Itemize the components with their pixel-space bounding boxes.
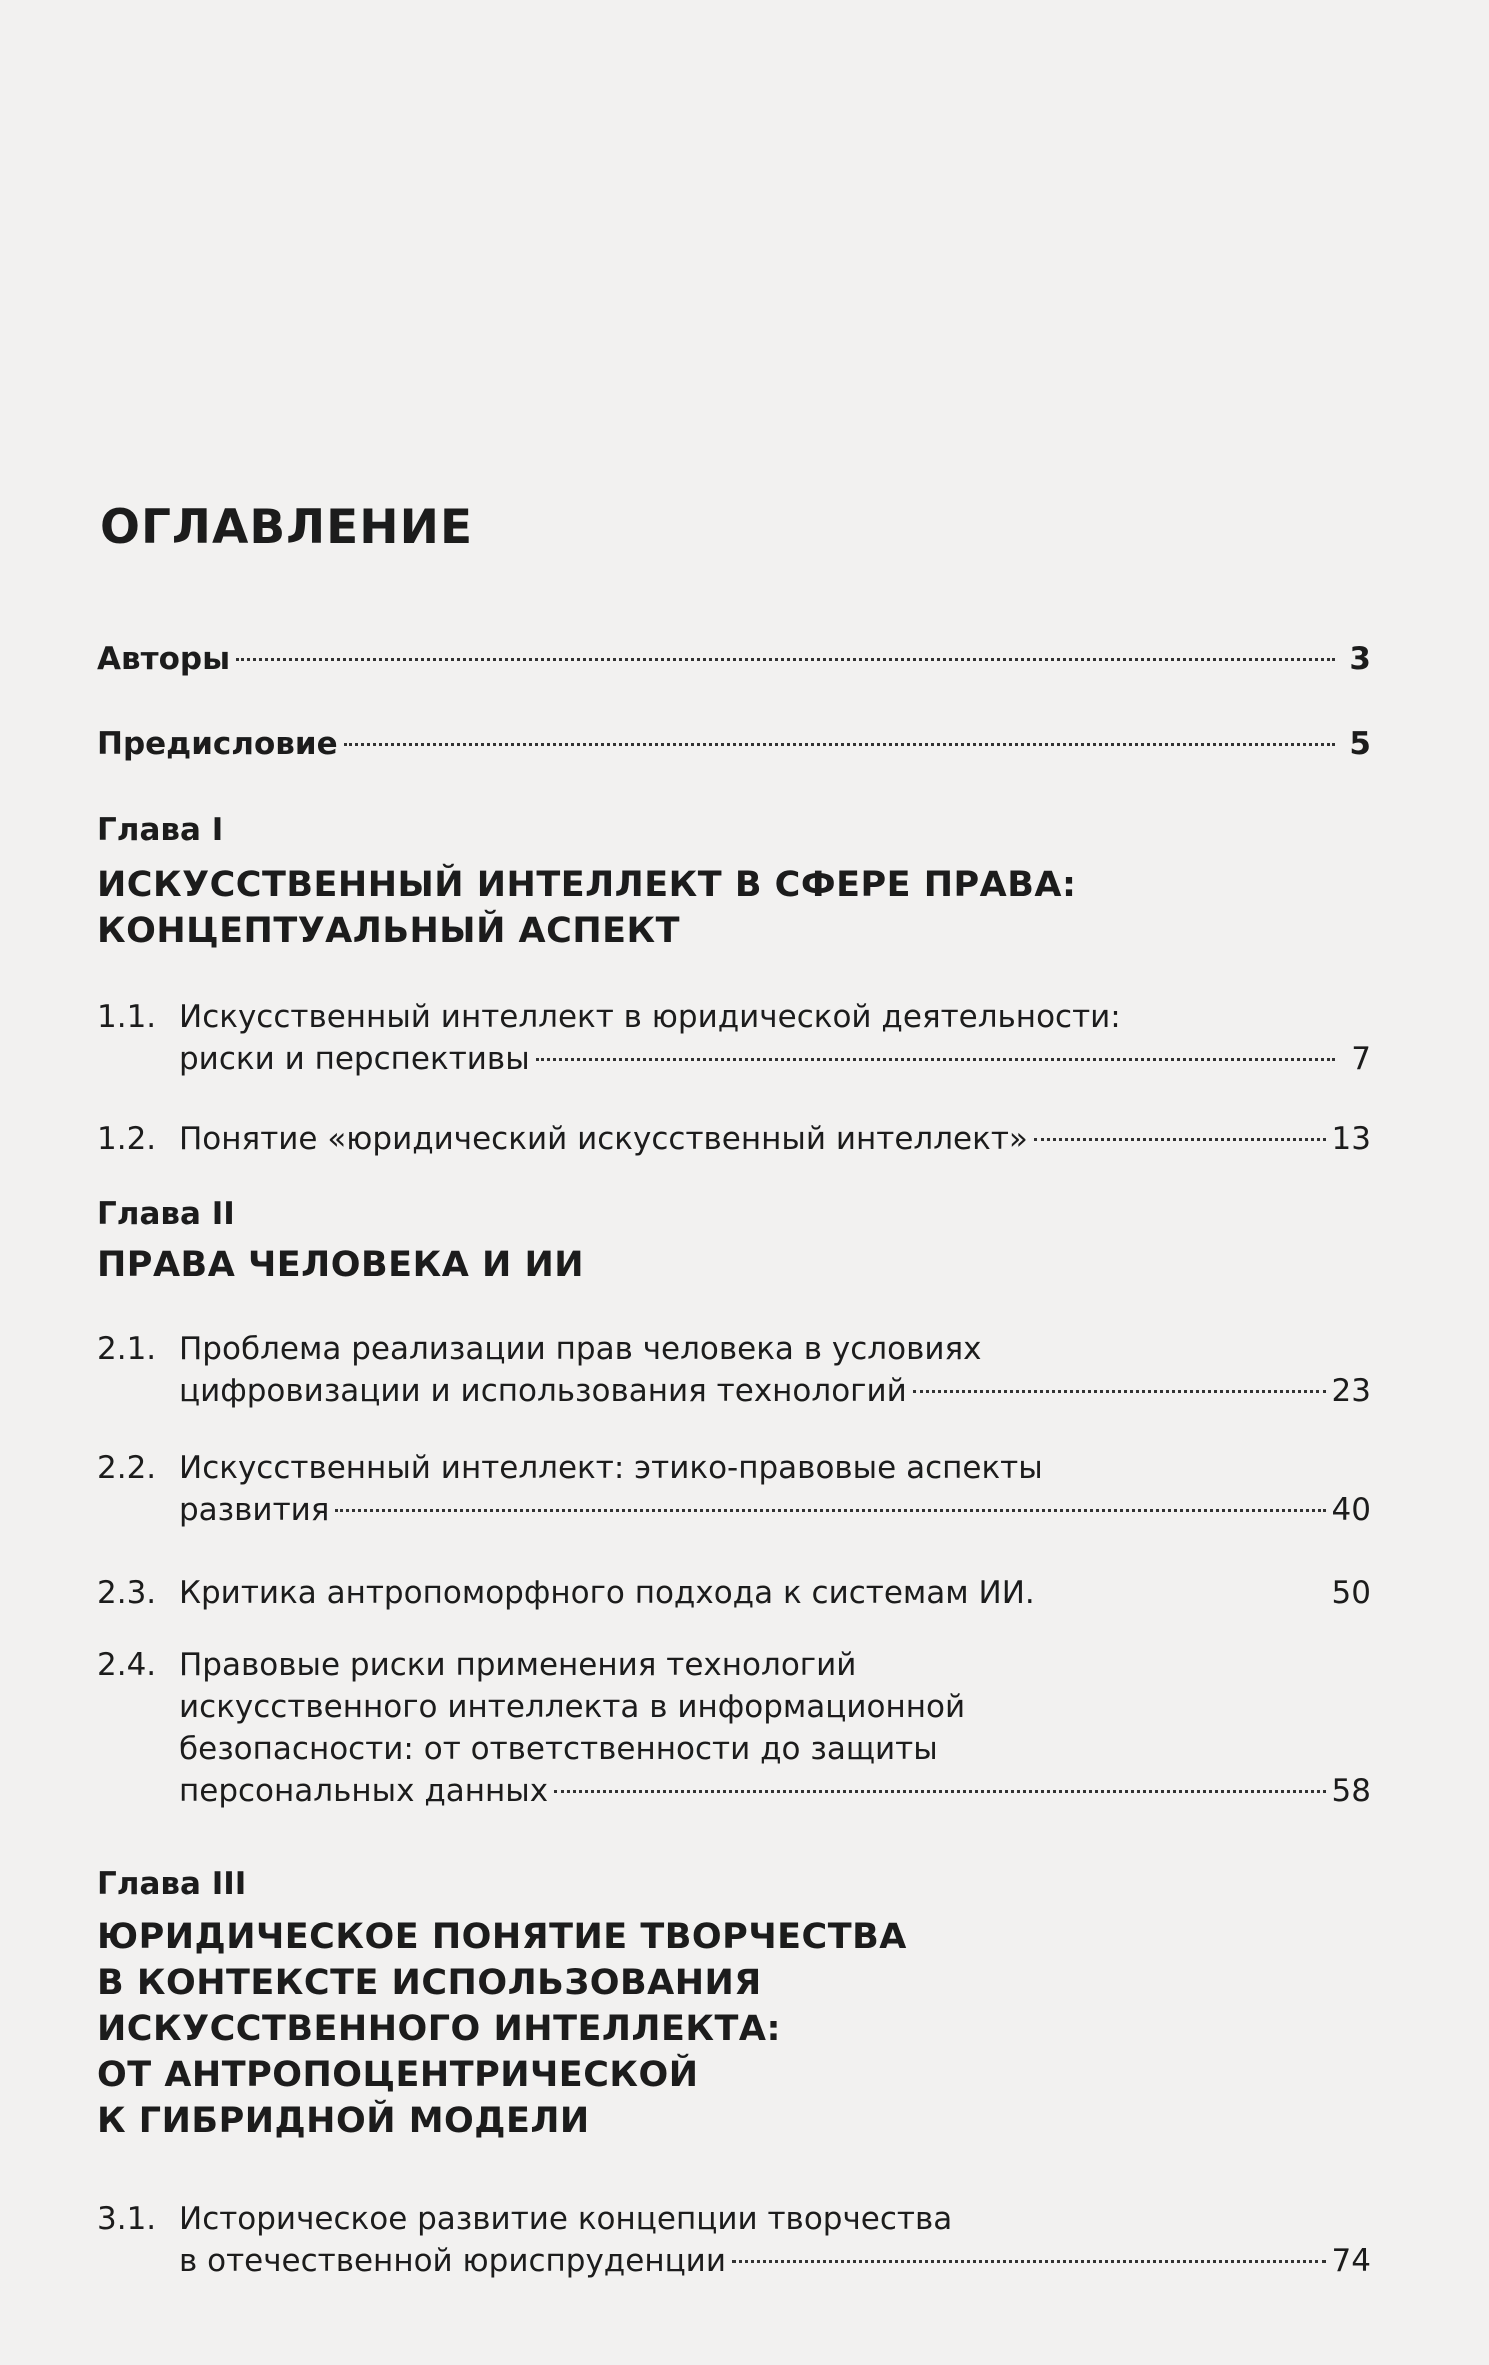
chapter-title-line: ПРАВА ЧЕЛОВЕКА И ИИ bbox=[97, 1245, 585, 1285]
page-number: 58 bbox=[1331, 1773, 1371, 1809]
page-number: 3 bbox=[1349, 641, 1371, 677]
chapter-title-line: ЮРИДИЧЕСКОЕ ПОНЯТИЕ ТВОРЧЕСТВА bbox=[97, 1917, 907, 1957]
section-number: 3.1. bbox=[97, 2201, 157, 2237]
section-number: 2.3. bbox=[97, 1575, 157, 1611]
section-title-line: Проблема реализации прав человека в условиях bbox=[179, 1331, 982, 1367]
leader-dots bbox=[1041, 1592, 1326, 1595]
section-title-line: Критика антропоморфного подхода к системам ИИ. bbox=[179, 1575, 1035, 1611]
leader-dots bbox=[554, 1790, 1325, 1793]
page-number: 50 bbox=[1331, 1575, 1371, 1611]
leader-dots bbox=[732, 2260, 1326, 2263]
section-title-line: цифровизации и использования технологий bbox=[179, 1373, 907, 1409]
section-number: 1.1. bbox=[97, 999, 157, 1035]
toc-entry-label: Авторы bbox=[97, 641, 231, 677]
leader-dots bbox=[536, 1058, 1335, 1061]
section-number: 2.1. bbox=[97, 1331, 157, 1367]
toc-entry-authors[interactable] bbox=[97, 636, 1371, 683]
page-number: 23 bbox=[1331, 1373, 1371, 1409]
page-number: 13 bbox=[1331, 1121, 1371, 1157]
page-number: 74 bbox=[1331, 2243, 1371, 2279]
section-number: 2.2. bbox=[97, 1450, 157, 1486]
toc-entry-preface[interactable] bbox=[97, 721, 1371, 768]
page-number: 7 bbox=[1351, 1041, 1371, 1077]
section-title-line: искусственного интеллекта в информационной bbox=[179, 1689, 966, 1725]
chapter-label: Глава II bbox=[97, 1196, 235, 1232]
section-title-line: риски и перспективы bbox=[179, 1041, 530, 1077]
toc-title: ОГЛАВЛЕНИЕ bbox=[100, 500, 474, 555]
chapter-title-line: КОНЦЕПТУАЛЬНЫЙ АСПЕКТ bbox=[97, 911, 681, 951]
toc-section-3-1[interactable] bbox=[97, 2198, 1371, 2282]
leader-dots bbox=[335, 1509, 1325, 1512]
toc-section-1-2[interactable] bbox=[97, 1118, 1371, 1160]
chapter-title-line: ОТ АНТРОПОЦЕНТРИЧЕСКОЙ bbox=[97, 2055, 699, 2095]
leader-dots bbox=[1034, 1138, 1326, 1141]
toc-section-1-1[interactable] bbox=[97, 996, 1371, 1080]
chapter-title-line: К ГИБРИДНОЙ МОДЕЛИ bbox=[97, 2101, 590, 2141]
chapter-label: Глава III bbox=[97, 1866, 247, 1902]
chapter-title[interactable] bbox=[97, 1242, 584, 1288]
chapter-title[interactable] bbox=[97, 1914, 907, 2144]
toc-section-2-2[interactable] bbox=[97, 1447, 1371, 1531]
chapter-title-line: ИСКУССТВЕННЫЙ ИНТЕЛЛЕКТ В СФЕРЕ ПРАВА: bbox=[97, 865, 1077, 905]
chapter-label: Глава I bbox=[97, 812, 224, 848]
leader-dots bbox=[344, 743, 1335, 746]
toc-entry-label: Предисловие bbox=[97, 726, 338, 762]
leader-dots bbox=[236, 658, 1335, 661]
leader-dots bbox=[913, 1390, 1326, 1393]
section-number: 2.4. bbox=[97, 1647, 157, 1683]
chapter-title-line: ИСКУССТВЕННОГО ИНТЕЛЛЕКТА: bbox=[97, 2009, 781, 2049]
toc-section-2-3[interactable] bbox=[97, 1572, 1371, 1614]
section-title-line: развития bbox=[179, 1492, 330, 1528]
toc-section-2-1[interactable] bbox=[97, 1328, 1371, 1412]
chapter-title[interactable] bbox=[97, 862, 1077, 954]
section-title-line: в отечественной юриспруденции bbox=[179, 2243, 726, 2279]
chapter-title-line: В КОНТЕКСТЕ ИСПОЛЬЗОВАНИЯ bbox=[97, 1963, 762, 2003]
section-title-line: Понятие «юридический искусственный интеллект» bbox=[179, 1121, 1028, 1157]
section-number: 1.2. bbox=[97, 1121, 157, 1157]
section-title-line: Искусственный интеллект: этико-правовые аспекты bbox=[179, 1450, 1043, 1486]
section-title-line: Правовые риски применения технологий bbox=[179, 1647, 857, 1683]
section-title-line: Искусственный интеллект в юридической деятельности: bbox=[179, 999, 1121, 1035]
section-title-line: Историческое развитие концепции творчества bbox=[179, 2201, 953, 2237]
section-title-line: безопасности: от ответственности до защиты bbox=[179, 1731, 938, 1767]
toc-section-2-4[interactable] bbox=[97, 1644, 1371, 1812]
section-title-line: персональных данных bbox=[179, 1773, 549, 1809]
page-number: 5 bbox=[1349, 726, 1371, 762]
page-number: 40 bbox=[1331, 1492, 1371, 1528]
